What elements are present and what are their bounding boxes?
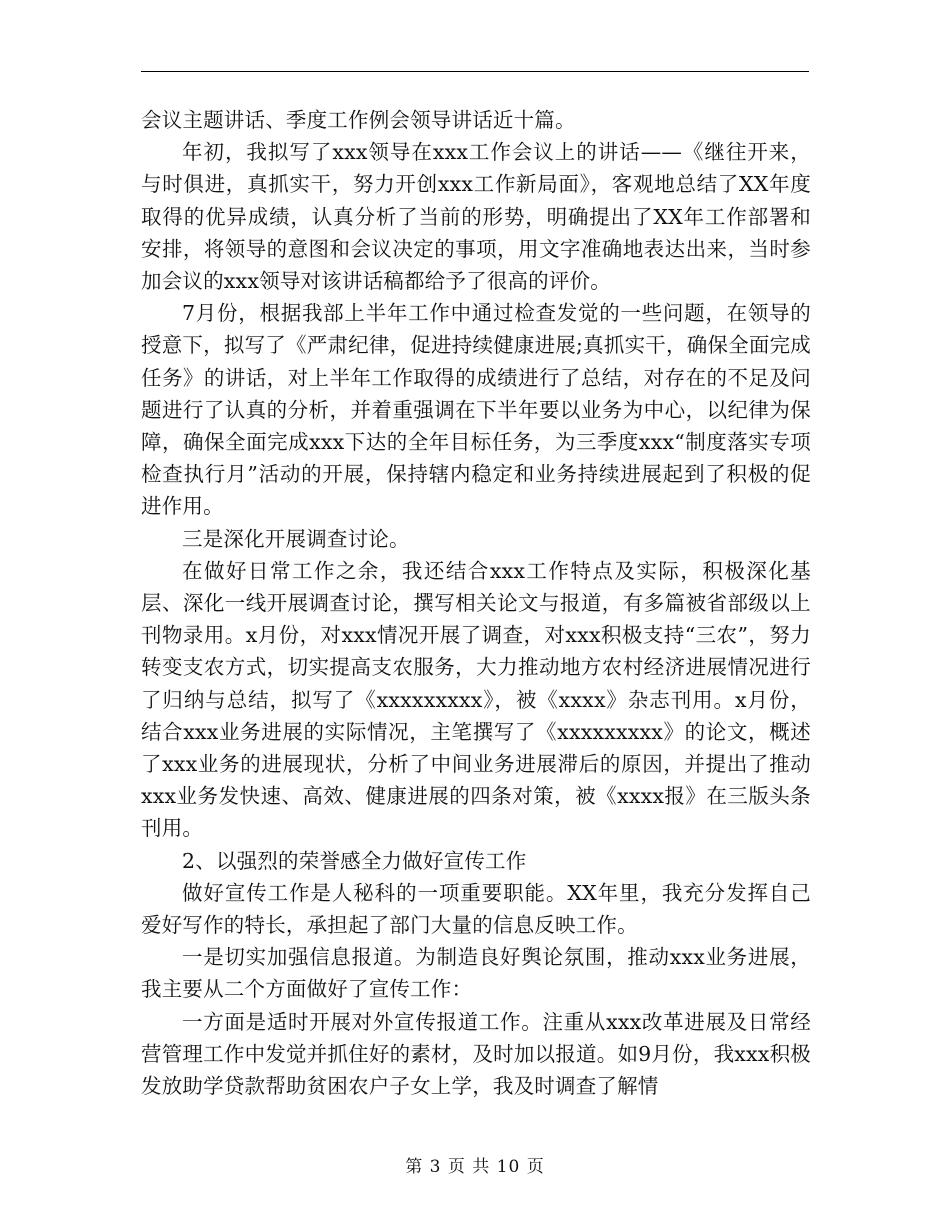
page-number-footer: 第 3 页 共 10 页 xyxy=(405,1157,545,1177)
paragraph: 一是切实加强信息报道。为制造良好舆论氛围，推动xxx业务进展，我主要从二个方面做好了宣传工作： xyxy=(141,945,811,1002)
paragraph: 做好宣传工作是人秘科的一项重要职能。XX年里，我充分发挥自己爱好写作的特长，承担起了部门大量的信息反映工作。 xyxy=(141,880,811,938)
paragraph: 7月份，根据我部上半年工作中通过检查发觉的一些问题，在领导的授意下，拟写了《严肃纪律，促进持续健康进展;真抓实干，确保全面完成任务》的讲话，对上半年工作取得的成绩进行了总结，对存在的不足及问题进行了认真的分析，并着重强调在下半年要以业务为中心，以纪律为保障，确保全面完成xxx下达的全年目标任务，为三季度xxx“制度落实专项检查执行月”活动的开展，保持辖内稳定和业务持续进展起到了积极的促进作用。 xyxy=(141,301,811,519)
section-heading: 三是深化开展调查讨论。 xyxy=(182,526,410,551)
paragraph: 一方面是适时开展对外宣传报道工作。注重从xxx改革进展及日常经营管理工作中发觉并抓住好的素材，及时加以报道。如9月份，我xxx积极发放助学贷款帮助贫困农户子女上学，我及时调查了解情 xyxy=(141,1009,811,1099)
section-heading: 2、以强烈的荣誉感全力做好宣传工作 xyxy=(182,848,527,873)
document-body xyxy=(141,104,811,1102)
header-rule xyxy=(141,71,809,72)
paragraph: 在做好日常工作之余，我还结合xxx工作特点及实际，积极深化基层、深化一线开展调查讨论，撰写相关论文与报道，有多篇被省部级以上刊物录用。x月份，对xxx情况开展了调查，对xxx积极支持“三农”，努力转变支农方式，切实提高支农服务，大力推动地方农村经济进展情况进行了归纳与总结，拟写了《xxxxxxxxx》，被《xxxx》杂志刊用。x月份，结合xxx业务进展的实际情况，主笔撰写了《xxxxxxxxx》的论文，概述了xxx业务的进展现状，分析了中间业务进展滞后的原因，并提出了推动xxx业务发快速、高效、健康进展的四条对策，被《xxxx报》在三版头条刊用。 xyxy=(141,558,811,841)
paragraph: 年初，我拟写了xxx领导在xxx工作会议上的讲话——《继往开来，与时俱进，真抓实干，努力开创xxx工作新局面》，客观地总结了XX年度取得的优异成绩，认真分析了当前的形势，明确提出了XX年工作部署和安排，将领导的意图和会议决定的事项，用文字准确地表达出来，当时参加会议的xxx领导对该讲话稿都给予了很高的评价。 xyxy=(141,140,811,294)
paragraph: 会议主题讲话、季度工作例会领导讲话近十篇。 xyxy=(141,108,576,132)
